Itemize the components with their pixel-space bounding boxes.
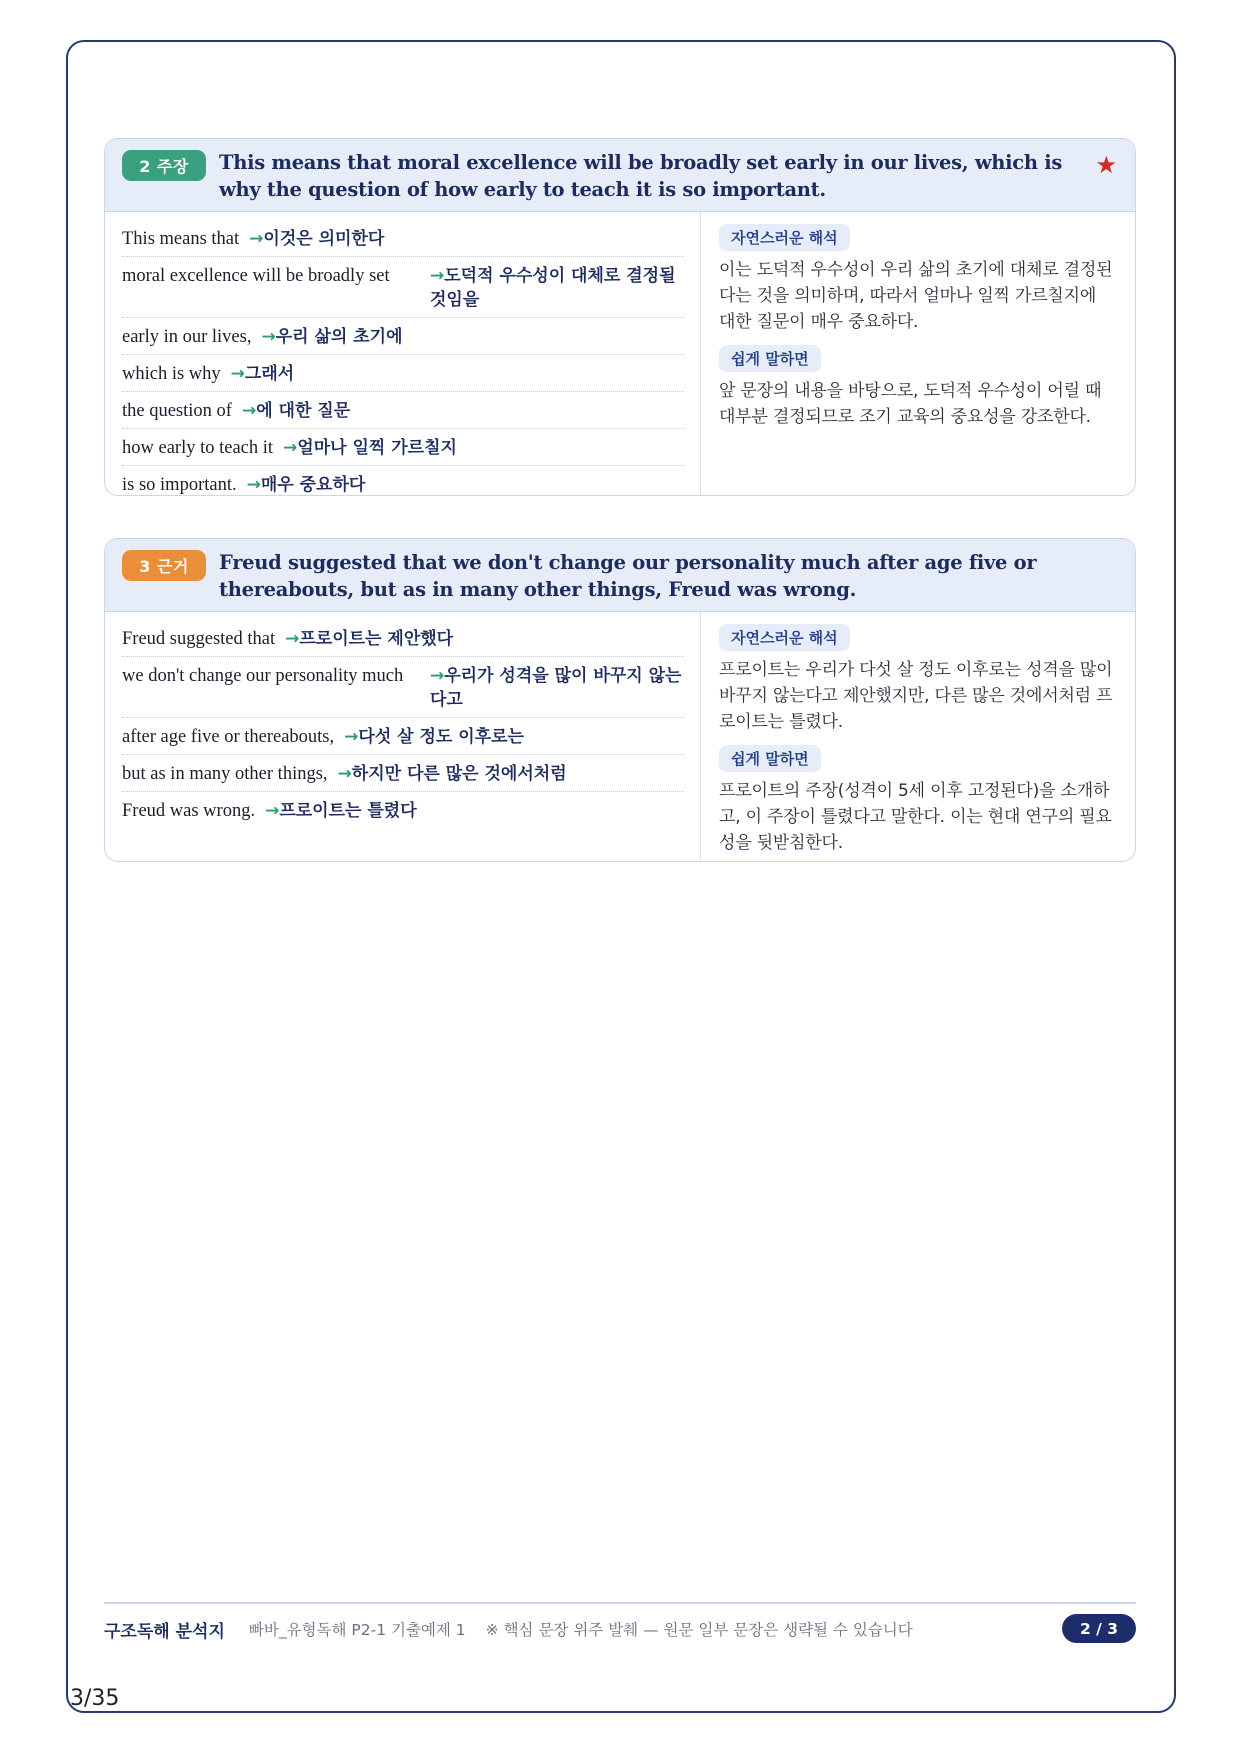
chunk-english: This means that — [122, 229, 240, 249]
translation-label: 자연스러운 해석 — [719, 224, 850, 251]
chunk-korean: →도덕적 우수성이 대체로 결정될 것임을 — [430, 266, 676, 310]
card-header — [105, 139, 1135, 212]
chunk-english: but as in many other things, — [122, 764, 328, 784]
translation-text: 프로이트는 우리가 다섯 살 정도 이후로는 성격을 많이 바꾸지 않는다고 제안했지만, 다른 많은 것에서처럼 프로이트는 틀렸다. — [719, 660, 1113, 732]
page-counter: 3/35 — [70, 1686, 120, 1711]
simple-label: 쉽게 말하면 — [719, 345, 821, 372]
chunk-korean: →매우 중요하다 — [246, 475, 366, 495]
chunk-row — [122, 220, 684, 257]
chunk-english: moral excellence will be broadly set — [122, 266, 390, 286]
analysis-card-1 — [104, 138, 1136, 496]
chunk-english: after age five or thereabouts, — [122, 727, 335, 747]
simple-text: 프로이트의 주장(성격이 5세 이후 고정된다)을 소개하고, 이 주장이 틀렸다고 말한다. 이는 현대 연구의 필요성을 뒷받침한다. — [719, 781, 1112, 853]
arrow-icon: → — [430, 266, 445, 286]
chunk-korean: →에 대한 질문 — [241, 401, 351, 421]
card-body — [105, 212, 1135, 496]
chunk-row — [122, 429, 684, 466]
footer-subtitle: 빠바_유형독해 P2-1 기출예제 1 — [248, 1621, 466, 1639]
arrow-icon: → — [246, 475, 261, 495]
arrow-icon: → — [337, 764, 352, 784]
footer-divider — [104, 1602, 1136, 1604]
chunk-list — [105, 612, 701, 862]
chunk-list — [105, 212, 701, 496]
chunk-row — [122, 355, 684, 392]
section-badge: 2 주장 — [122, 150, 206, 181]
arrow-icon: → — [283, 438, 298, 458]
page-indicator: 2 / 3 — [1062, 1614, 1136, 1643]
chunk-korean: →그래서 — [230, 364, 295, 384]
chunk-row — [122, 755, 684, 792]
chunk-korean: →프로이트는 제안했다 — [285, 629, 454, 649]
chunk-row — [122, 657, 684, 718]
arrow-icon: → — [344, 727, 359, 747]
star-icon: ★ — [1095, 151, 1117, 179]
arrow-icon: → — [285, 629, 300, 649]
arrow-icon: → — [230, 364, 245, 384]
chunk-row — [122, 257, 684, 318]
arrow-icon: → — [249, 229, 264, 249]
chunk-english: which is why — [122, 364, 221, 384]
chunk-korean: →다섯 살 정도 이후로는 — [344, 727, 524, 747]
key-sentence: This means that moral excellence will be broadly set early in our lives, which is why the question of how early to teach it is so important. — [219, 151, 1063, 201]
arrow-icon: → — [261, 327, 276, 347]
key-sentence: Freud suggested that we don't change our personality much after age five or thereabouts, but as in many other things, Freud was wrong. — [219, 551, 1037, 601]
chunk-korean: →우리가 성격을 많이 바꾸지 않는다고 — [430, 666, 682, 710]
simple-label: 쉽게 말하면 — [719, 745, 821, 772]
chunk-row — [122, 466, 684, 496]
chunk-english: we don't change our personality much — [122, 666, 404, 686]
arrow-icon: → — [430, 666, 445, 686]
chunk-row — [122, 620, 684, 657]
chunk-korean: →우리 삶의 초기에 — [261, 327, 403, 347]
analysis-card-2 — [104, 538, 1136, 862]
footer-title: 구조독해 분석지 — [104, 1621, 225, 1642]
chunk-korean: →프로이트는 틀렸다 — [265, 801, 417, 821]
chunk-english: Freud suggested that — [122, 629, 276, 649]
chunk-english: the question of — [122, 401, 232, 421]
card-body — [105, 612, 1135, 862]
chunk-korean: →이것은 의미한다 — [249, 229, 385, 249]
section-badge: 3 근거 — [122, 550, 206, 581]
translation-label: 자연스러운 해석 — [719, 624, 850, 651]
arrow-icon: → — [241, 401, 257, 421]
chunk-english: early in our lives, — [122, 327, 252, 347]
interpretation-panel — [701, 212, 1135, 496]
simple-text: 앞 문장의 내용을 바탕으로, 도덕적 우수성이 어릴 때 대부분 결정되므로 조기 교육의 중요성을 강조한다. — [719, 381, 1102, 427]
chunk-row — [122, 718, 684, 755]
interpretation-panel — [701, 612, 1135, 862]
chunk-english: Freud was wrong. — [122, 801, 256, 821]
chunk-english: how early to teach it — [122, 438, 274, 458]
chunk-korean: →얼마나 일찍 가르칠지 — [283, 438, 457, 458]
chunk-row — [122, 392, 684, 429]
chunk-korean: →하지만 다른 많은 것에서처럼 — [337, 764, 567, 784]
footer — [104, 1614, 1136, 1644]
footer-note: ※ 핵심 문장 위주 발췌 — 원문 일부 문장은 생략될 수 있습니다 — [485, 1621, 913, 1639]
chunk-row — [122, 792, 684, 828]
card-header — [105, 539, 1135, 612]
chunk-row — [122, 318, 684, 355]
arrow-icon: → — [265, 801, 280, 821]
translation-text: 이는 도덕적 우수성이 우리 삶의 초기에 대체로 결정된다는 것을 의미하며, 따라서 얼마나 일찍 가르칠지에 대한 질문이 매우 중요하다. — [719, 260, 1113, 332]
chunk-english: is so important. — [122, 475, 237, 495]
